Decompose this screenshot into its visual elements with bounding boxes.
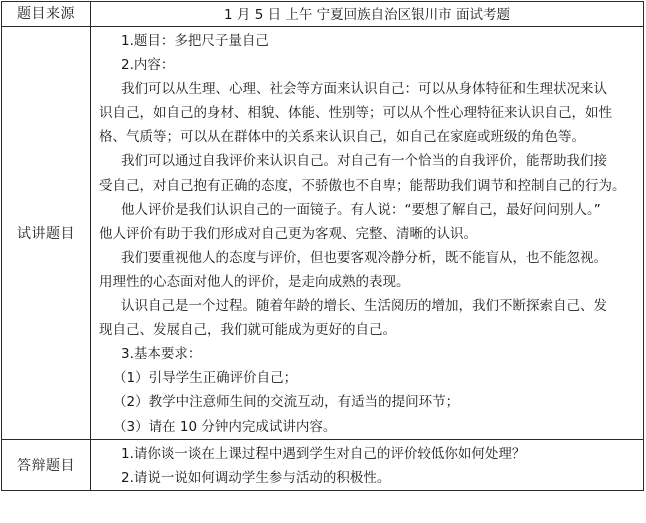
trial-topic: 1.题目：多把尺子量自己 (121, 33, 269, 49)
requirement-item: （2）教学中注意师生间的交流互动，有适当的提问环节； (113, 394, 460, 411)
source-value: 1 月 5 日 上午 宁夏回族自治区银川市 面试考题 (91, 2, 644, 27)
requirement-item: （3）请在 10 分钟内完成试讲内容。 (113, 418, 337, 435)
trial-row (2, 27, 644, 440)
defense-question: 1.请你谈一谈在上课过程中遇到学生对自己的评价较低你如何处理？ (121, 445, 526, 462)
defense-content (91, 439, 644, 490)
paragraph-line: 现自己、发展自己，我们就可能成为更好的自己。 (99, 322, 396, 339)
requirement-item: （1）引导学生正确评价自己； (113, 370, 298, 387)
source-label: 题目来源 (2, 2, 91, 27)
paragraph-line: 他人评价是我们认识自己的一面镜子。有人说：“要想了解自己，最好问问别人。” (121, 201, 601, 218)
paragraph-line: 我们要重视他人的态度与评价，但也要客观冷静分析，既不能盲从，也不能忽视。 (121, 249, 607, 266)
paragraph-line: 我们可以通过自我评价来认识自己。对自己有一个恰当的自我评价，能帮助我们接 (121, 153, 607, 170)
defense-question: 2.请说一说如何调动学生参与活动的积极性。 (121, 469, 391, 486)
source-row (2, 2, 644, 27)
content-heading: 2.内容： (121, 57, 175, 74)
paragraph-line: 认识自己是一个过程。随着年龄的增长、生活阅历的增加，我们不断探索自己、发 (121, 298, 607, 315)
paragraph-line: 识自己，如自己的身材、相貌、体能、性别等；可以从个性心理特征来认识自己，如性 (99, 105, 612, 122)
paragraph-2 (99, 149, 635, 197)
paragraph-line: 我们可以从生理、心理、社会等方面来认识自己：可以从身体特征和生理状况来认 (121, 81, 607, 98)
paragraph-line: 受自己，对自己抱有正确的态度，不骄傲也不自卑；能帮助我们调节和控制自己的行为。 (99, 177, 626, 194)
paragraph-5 (99, 294, 635, 342)
paragraph-1 (99, 77, 635, 149)
paragraph-line: 用理性的心态面对他人的评价，是走向成熟的表现。 (99, 273, 410, 290)
paragraph-4 (99, 246, 635, 294)
paragraph-line: 格、气质等；可以从在群体中的关系来认识自己，如自己在家庭或班级的角色等。 (99, 129, 585, 146)
trial-label: 试讲题目 (2, 27, 91, 440)
defense-row (2, 439, 644, 490)
paragraph-line: 他人评价有助于我们形成对自己更为客观、完整、清晰的认识。 (99, 225, 477, 242)
requirements-heading: 3.基本要求： (121, 346, 202, 363)
defense-label: 答辩题目 (2, 439, 91, 490)
paragraph-3 (99, 198, 635, 246)
exam-table (1, 1, 644, 491)
trial-content (91, 27, 644, 440)
